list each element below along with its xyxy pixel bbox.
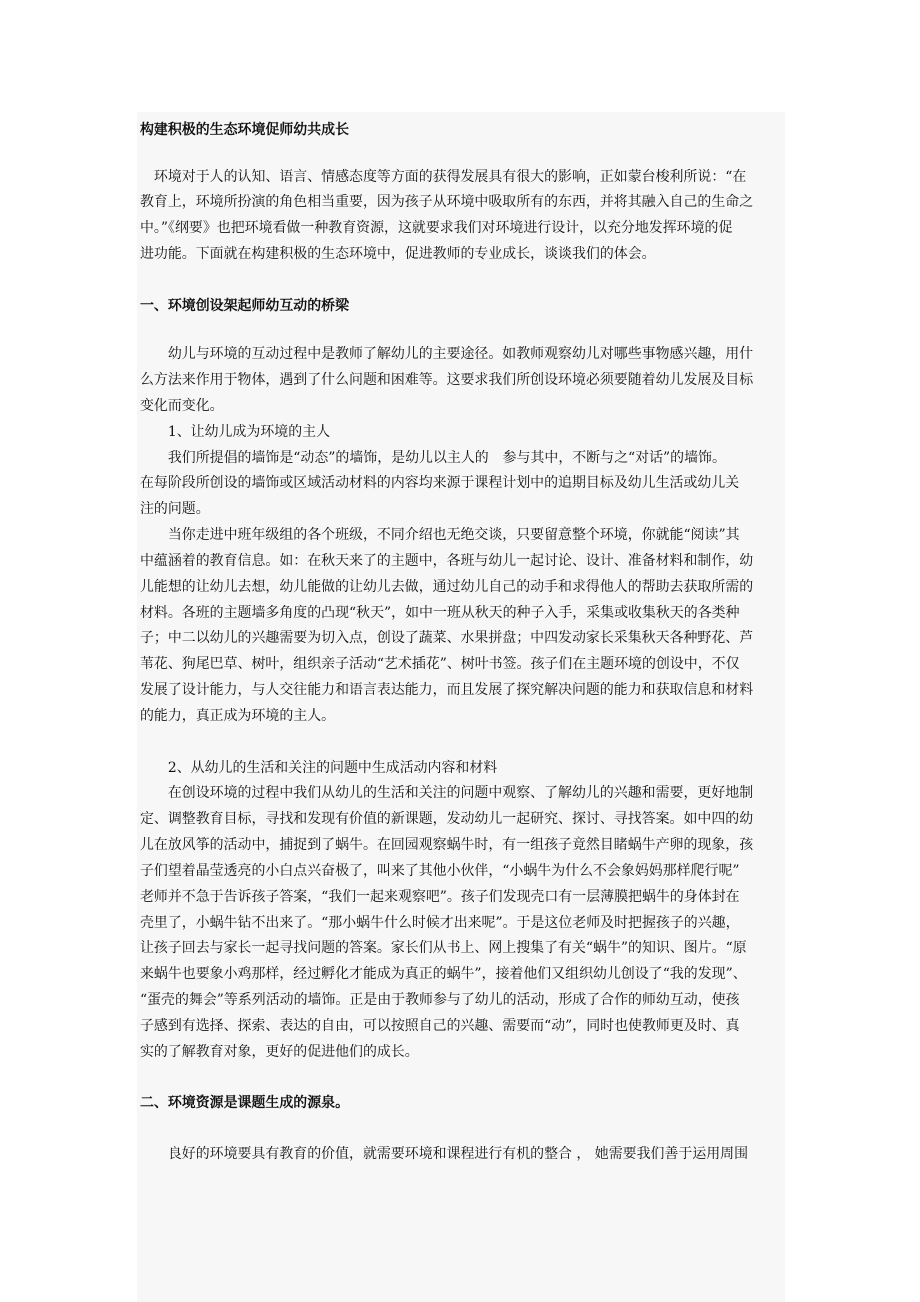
intro-line: 环境对于人的认知、语言、情感态度等方面的获得发展具有很大的影响，正如蒙台梭利所说：“在 [140,169,747,185]
paragraph-line: 苇花、狗尾巴草、树叶，组织亲子活动“艺术插花”、树叶书签。孩子们在主题环境的创设中，不仅 [140,656,740,672]
paragraph-line: 的能力，真正成为环境的主人。 [140,708,336,724]
paragraph-line: 子感到有选择、探索、表达的自由，可以按照自己的兴趣、需要而“动”，同时也使教师更及时、真 [140,1018,740,1034]
paragraph-line: 么方法来作用于物体，遇到了什么问题和困难等。这要求我们所创设环境必须要随着幼儿发展及目标 [140,372,754,388]
paragraph-line: 变化而变化。 [140,398,224,414]
paragraph-line: 儿能想的让幼儿去想，幼儿能做的让幼儿去做，通过幼儿自己的动手和求得他人的帮助去获取所需的 [140,579,754,595]
paragraph-line: 子；中二以幼儿的兴趣需要为切入点，创设了蔬菜、水果拼盘；中四发动家长采集秋天各种野花、芦 [140,630,754,646]
section-heading: 二、环境资源是课题生成的源泉。 [140,1095,350,1111]
paragraph-line: 定、调整教育目标，寻找和发现有价值的新课题，发动幼儿一起研究、探讨、寻找答案。如中四的幼 [140,811,754,827]
paragraph-line: “蛋壳的舞会”等系列活动的墙饰。正是由于教师参与了幼儿的活动，形成了合作的师幼互动，使孩 [140,992,740,1008]
section-heading: 一、环境创设架起师幼互动的桥梁 [140,298,350,314]
subheading: 1、让幼儿成为环境的主人 [140,424,331,440]
intro-line: 进功能。下面就在构建积极的生态环境中，促进教师的专业成长，谈谈我们的体会。 [140,246,656,262]
paragraph-line: 当你走进中班年级组的各个班级，不同介绍也无绝交谈，只要留意整个环境，你就能“阅读”其 [140,527,740,543]
paragraph-line: 发展了设计能力，与人交往能力和语言表达能力，而且发展了探究解决问题的能力和获取信息和材料 [140,682,754,698]
paragraph-line: 老师并不急于告诉孩子答案，“我们一起来观察吧”。孩子们发现壳口有一层薄膜把蜗牛的身体封在 [140,889,740,905]
document-title: 构建积极的生态环境促师幼共成长 [140,122,350,138]
paragraph-line: 注的问题。 [140,501,210,517]
paragraph-line: 在创设环境的过程中我们从幼儿的生活和关注的问题中观察、了解幼儿的兴趣和需要，更好地制 [140,785,754,801]
paragraph-line: 幼儿与环境的互动过程中是教师了解幼儿的主要途径。如教师观察幼儿对哪些事物感兴趣，用什 [140,346,754,362]
subheading: 2、从幼儿的生活和关注的问题中生成活动内容和材料 [140,760,498,776]
paragraph-line: 子们望着晶莹透亮的小白点兴奋极了，叫来了其他小伙伴，“小蜗牛为什么不会象妈妈那样爬行呢” [140,863,740,879]
paragraph-line: 中蕴涵着的教育信息。如：在秋天来了的主题中，各班与幼儿一起讨论、设计、准备材料和制作，幼 [140,553,754,569]
paragraph-line: 让孩子回去与家长一起寻找问题的答案。家长们从书上、网上搜集了有关“蜗牛”的知识、图片。“原 [140,940,747,956]
paragraph-line: 在每阶段所创设的墙饰或区域活动材料的内容均来源于课程计划中的追期目标及幼儿生活或幼儿关 [140,475,740,491]
paragraph-line: 壳里了，小蜗牛钻不出来了。“那小蜗牛什么时候才出来呢”。于是这位老师及时把握孩子的兴趣， [140,915,740,931]
paragraph-line: 实的了解教育对象，更好的促进他们的成长。 [140,1044,419,1060]
paragraph-line: 儿在放风筝的活动中，捕捉到了蜗牛。在回园观察蜗牛时，有一组孩子竟然目睹蜗牛产卵的现象，孩 [140,837,754,853]
intro-line: 中。”《纲要》也把环境看做一种教育资源，这就要求我们对环境进行设计，以充分地发挥环境的促 [140,220,733,236]
paragraph-line: 来蜗牛也要象小鸡那样，经过孵化才能成为真正的蜗牛”，接着他们又组织幼儿创设了“我的发现”、 [140,966,747,982]
document-page [137,112,785,1302]
intro-line: 教育上，环境所扮演的角色相当重要，因为孩子从环境中吸取所有的东西，并将其融入自己的生命之 [140,194,754,210]
paragraph-line: 我们所提倡的墙饰是“动态”的墙饰，是幼儿以主人的 参与其中，不断与之“对话”的墙饰。 [140,450,726,466]
paragraph-line: 材料。各班的主题墙多角度的凸现“秋天”，如中一班从秋天的种子入手，采集或收集秋天的各类种 [140,605,740,621]
paragraph-line: 良好的环境要具有教育的价值，就需要环境和课程进行有机的整合 ， 她需要我们善于运用周围 [140,1146,749,1162]
